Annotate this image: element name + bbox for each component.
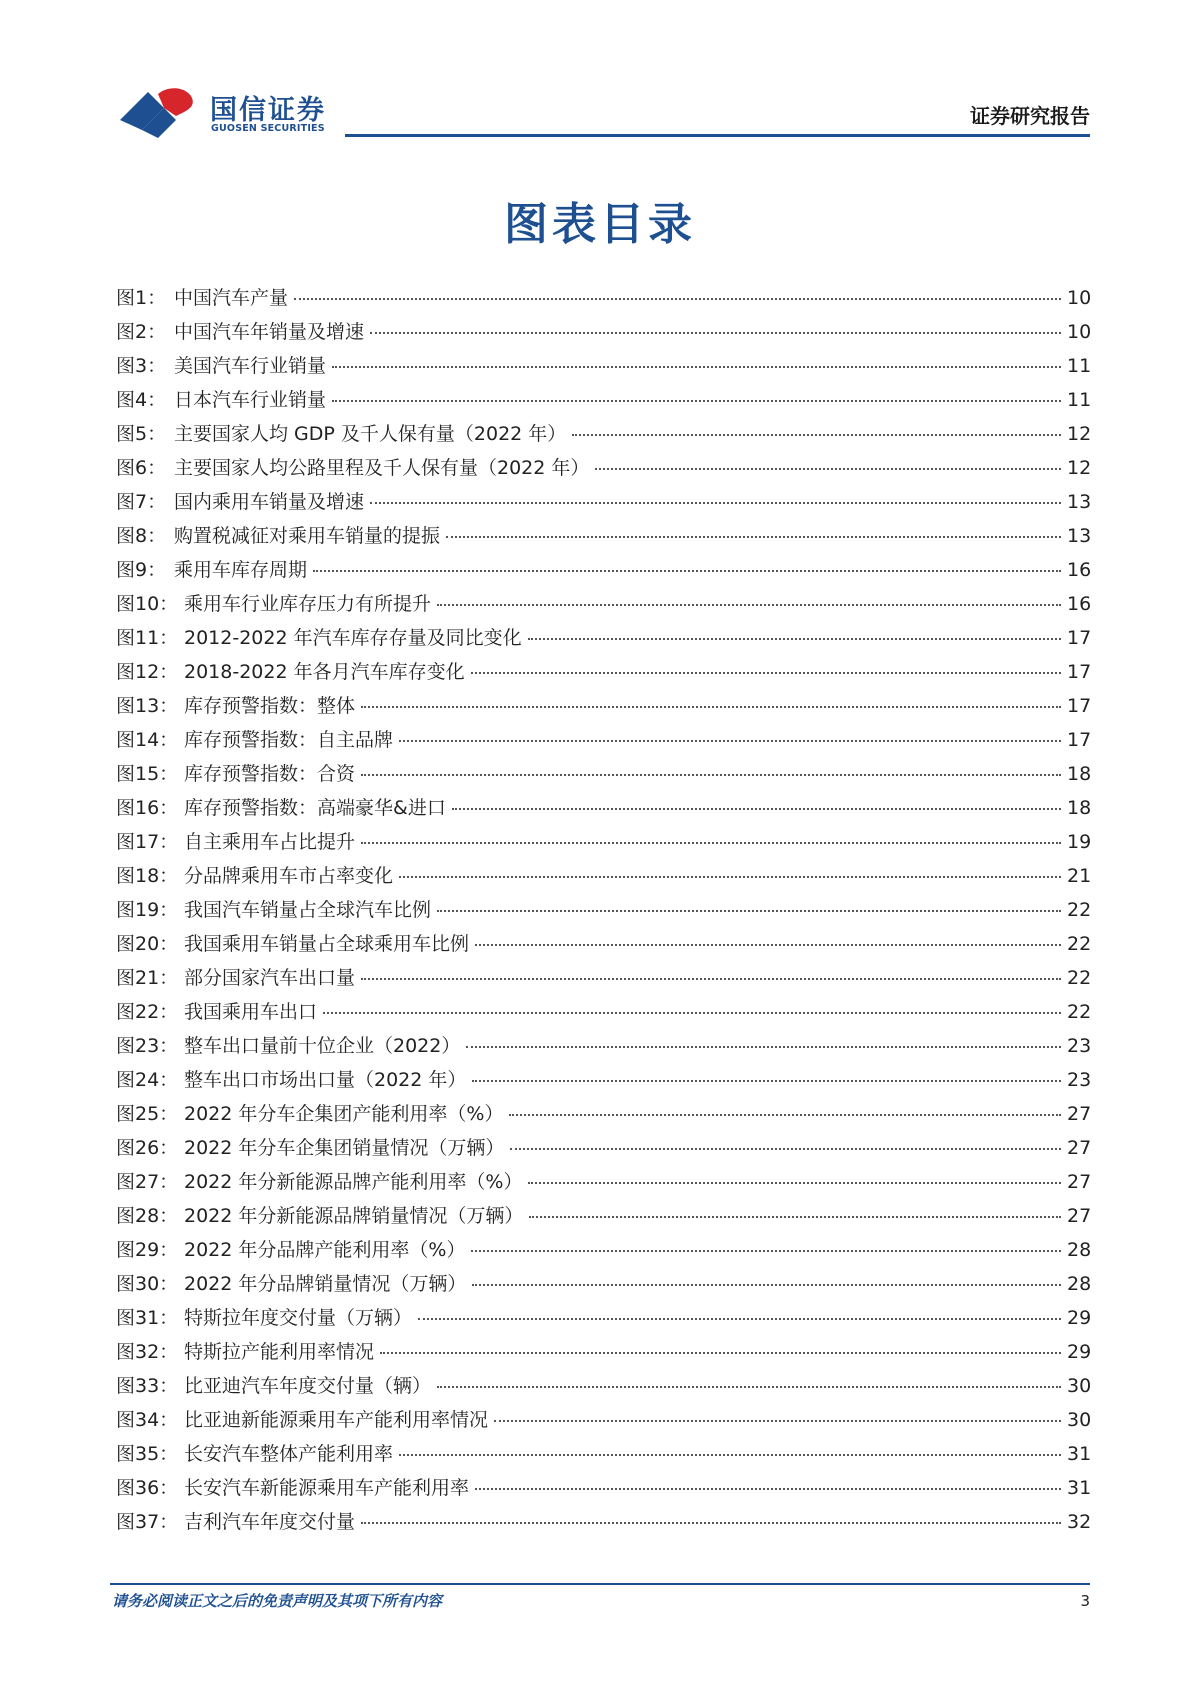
toc-dot-leader [452, 808, 1061, 810]
toc-figure-label: 图25： [116, 1103, 179, 1125]
guosen-logo [118, 86, 328, 142]
toc-dot-leader [446, 536, 1061, 538]
toc-entry[interactable] [116, 385, 1091, 419]
toc-dot-leader [361, 774, 1061, 776]
footer-divider [110, 1583, 1090, 1585]
toc-dot-leader [472, 1284, 1061, 1286]
toc-figure-label: 图6： [116, 457, 167, 479]
toc-dot-leader [471, 1250, 1061, 1252]
toc-dot-leader [437, 604, 1061, 606]
toc-dot-leader [509, 1114, 1061, 1116]
toc-dot-leader [529, 1216, 1061, 1218]
figure-table-of-contents [116, 283, 1091, 1541]
toc-figure-title: 分品牌乘用车市占率变化 [184, 865, 394, 887]
toc-page-number: 23 [1067, 1069, 1092, 1091]
toc-page-number: 11 [1067, 389, 1092, 411]
toc-entry[interactable] [116, 1167, 1091, 1201]
toc-page-number: 10 [1067, 321, 1092, 343]
toc-page-number: 22 [1067, 899, 1092, 921]
toc-figure-title: 特斯拉年度交付量（万辆） [184, 1307, 413, 1329]
toc-page-number: 27 [1067, 1103, 1092, 1125]
toc-figure-label: 图8： [116, 525, 167, 547]
toc-entry[interactable] [116, 1031, 1091, 1065]
toc-figure-label: 图3： [116, 355, 167, 377]
toc-entry[interactable] [116, 1065, 1091, 1099]
toc-figure-title: 吉利汽车年度交付量 [184, 1511, 356, 1533]
toc-figure-title: 美国汽车行业销量 [174, 355, 327, 377]
toc-dot-leader [510, 1148, 1061, 1150]
toc-entry[interactable] [116, 623, 1091, 657]
toc-dot-leader [572, 434, 1061, 436]
toc-dot-leader [332, 400, 1061, 402]
toc-dot-leader [437, 910, 1061, 912]
toc-page-number: 12 [1067, 423, 1092, 445]
toc-dot-leader [361, 842, 1061, 844]
toc-dot-leader [471, 672, 1061, 674]
toc-figure-title: 长安汽车整体产能利用率 [184, 1443, 394, 1465]
toc-figure-label: 图22： [116, 1001, 179, 1023]
toc-figure-label: 图32： [116, 1341, 179, 1363]
toc-page-number: 16 [1067, 559, 1092, 581]
toc-figure-label: 图18： [116, 865, 179, 887]
toc-page-number: 32 [1067, 1511, 1092, 1533]
toc-entry[interactable] [116, 1405, 1091, 1439]
toc-figure-label: 图21： [116, 967, 179, 989]
toc-figure-label: 图28： [116, 1205, 179, 1227]
toc-dot-leader [399, 1454, 1061, 1456]
toc-figure-label: 图14： [116, 729, 179, 751]
toc-page-number: 22 [1067, 933, 1092, 955]
toc-entry[interactable] [116, 759, 1091, 793]
toc-dot-leader [418, 1318, 1061, 1320]
toc-entry[interactable] [116, 1337, 1091, 1371]
toc-page-number: 27 [1067, 1137, 1092, 1159]
toc-dot-leader [437, 1386, 1061, 1388]
toc-figure-title: 国内乘用车销量及增速 [174, 491, 365, 513]
toc-figure-label: 图27： [116, 1171, 179, 1193]
header-divider [345, 134, 1090, 137]
toc-figure-title: 库存预警指数：自主品牌 [184, 729, 394, 751]
toc-figure-title: 2022 年分新能源品牌产能利用率（%） [184, 1171, 523, 1193]
toc-entry[interactable] [116, 997, 1091, 1031]
toc-page-number: 29 [1067, 1307, 1092, 1329]
toc-dot-leader [323, 1012, 1061, 1014]
toc-figure-title: 我国汽车销量占全球汽车比例 [184, 899, 432, 921]
toc-figure-label: 图37： [116, 1511, 179, 1533]
toc-dot-leader [494, 1420, 1061, 1422]
toc-entry[interactable] [116, 657, 1091, 691]
toc-entry[interactable] [116, 895, 1091, 929]
toc-figure-title: 部分国家汽车出口量 [184, 967, 356, 989]
toc-figure-label: 图4： [116, 389, 167, 411]
toc-figure-label: 图36： [116, 1477, 179, 1499]
toc-page-number: 17 [1067, 695, 1092, 717]
page-title: 图表目录 [504, 199, 696, 250]
toc-figure-label: 图17： [116, 831, 179, 853]
toc-dot-leader [475, 1488, 1061, 1490]
toc-figure-title: 比亚迪汽车年度交付量（辆） [184, 1375, 432, 1397]
toc-dot-leader [399, 876, 1061, 878]
toc-figure-title: 比亚迪新能源乘用车产能利用率情况 [184, 1409, 489, 1431]
toc-dot-leader [472, 1080, 1061, 1082]
toc-dot-leader [294, 298, 1061, 300]
toc-entry[interactable] [116, 555, 1091, 589]
toc-page-number: 17 [1067, 627, 1092, 649]
toc-figure-label: 图13： [116, 695, 179, 717]
toc-page-number: 10 [1067, 287, 1092, 309]
toc-page-number: 16 [1067, 593, 1092, 615]
toc-figure-label: 图26： [116, 1137, 179, 1159]
toc-entry[interactable] [116, 317, 1091, 351]
toc-figure-title: 库存预警指数：高端豪华&进口 [184, 797, 446, 819]
toc-page-number: 19 [1067, 831, 1092, 853]
toc-figure-title: 我国乘用车销量占全球乘用车比例 [184, 933, 470, 955]
toc-page-number: 22 [1067, 967, 1092, 989]
toc-figure-title: 日本汽车行业销量 [174, 389, 327, 411]
toc-entry[interactable] [116, 861, 1091, 895]
toc-page-number: 31 [1067, 1477, 1092, 1499]
toc-page-number: 27 [1067, 1205, 1092, 1227]
toc-figure-label: 图31： [116, 1307, 179, 1329]
toc-dot-leader [361, 978, 1061, 980]
toc-figure-label: 图9： [116, 559, 167, 581]
toc-figure-label: 图19： [116, 899, 179, 921]
toc-figure-title: 主要国家人均公路里程及千人保有量（2022 年） [174, 457, 590, 479]
toc-entry[interactable] [116, 1439, 1091, 1473]
toc-figure-label: 图11： [116, 627, 179, 649]
toc-figure-label: 图23： [116, 1035, 179, 1057]
toc-figure-title: 整车出口市场出口量（2022 年） [184, 1069, 467, 1091]
toc-figure-title: 主要国家人均 GDP 及千人保有量（2022 年） [174, 423, 567, 445]
toc-figure-title: 库存预警指数：合资 [184, 763, 356, 785]
toc-entry[interactable] [116, 1507, 1091, 1541]
toc-entry[interactable] [116, 1303, 1091, 1337]
toc-figure-label: 图7： [116, 491, 167, 513]
toc-figure-title: 乘用车库存周期 [174, 559, 308, 581]
toc-page-number: 31 [1067, 1443, 1092, 1465]
footer-disclaimer: 请务必阅读正文之后的免责声明及其项下所有内容 [112, 1592, 443, 1610]
toc-dot-leader [380, 1352, 1061, 1354]
toc-figure-label: 图1： [116, 287, 167, 309]
toc-page-number: 23 [1067, 1035, 1092, 1057]
page-number: 3 [1080, 1592, 1090, 1610]
toc-figure-title: 中国汽车产量 [174, 287, 289, 309]
page-header [0, 0, 1200, 140]
toc-figure-label: 图34： [116, 1409, 179, 1431]
toc-page-number: 22 [1067, 1001, 1092, 1023]
brand-name-cn: 国信证券 [210, 95, 326, 126]
toc-page-number: 18 [1067, 763, 1092, 785]
toc-figure-title: 2022 年分车企集团产能利用率（%） [184, 1103, 504, 1125]
toc-entry[interactable] [116, 1473, 1091, 1507]
toc-figure-title: 2022 年分品牌产能利用率（%） [184, 1239, 466, 1261]
toc-entry[interactable] [116, 929, 1091, 963]
toc-entry[interactable] [116, 963, 1091, 997]
toc-figure-title: 乘用车行业库存压力有所提升 [184, 593, 432, 615]
guosen-logo-icon [118, 86, 204, 142]
toc-entry[interactable] [116, 1371, 1091, 1405]
toc-figure-title: 库存预警指数：整体 [184, 695, 356, 717]
toc-figure-label: 图29： [116, 1239, 179, 1261]
toc-entry[interactable] [116, 283, 1091, 317]
toc-figure-label: 图35： [116, 1443, 179, 1465]
toc-figure-label: 图10： [116, 593, 179, 615]
toc-figure-label: 图30： [116, 1273, 179, 1295]
toc-entry[interactable] [116, 419, 1091, 453]
toc-dot-leader [399, 740, 1061, 742]
toc-page-number: 11 [1067, 355, 1092, 377]
toc-entry[interactable] [116, 1099, 1091, 1133]
toc-entry[interactable] [116, 793, 1091, 827]
toc-figure-title: 整车出口量前十位企业（2022） [184, 1035, 461, 1057]
toc-dot-leader [528, 638, 1061, 640]
toc-page-number: 28 [1067, 1239, 1092, 1261]
toc-page-number: 17 [1067, 729, 1092, 751]
toc-dot-leader [475, 944, 1061, 946]
toc-figure-label: 图12： [116, 661, 179, 683]
toc-page-number: 30 [1067, 1375, 1092, 1397]
toc-dot-leader [361, 1522, 1061, 1524]
toc-entry[interactable] [116, 725, 1091, 759]
toc-page-number: 13 [1067, 491, 1092, 513]
toc-figure-title: 2018-2022 年各月汽车库存变化 [184, 661, 465, 683]
toc-entry[interactable] [116, 351, 1091, 385]
report-type: 证券研究报告 [970, 104, 1090, 128]
toc-page-number: 30 [1067, 1409, 1092, 1431]
toc-figure-label: 图24： [116, 1069, 179, 1091]
toc-figure-label: 图5： [116, 423, 167, 445]
toc-entry[interactable] [116, 589, 1091, 623]
toc-figure-title: 购置税减征对乘用车销量的提振 [174, 525, 441, 547]
toc-entry[interactable] [116, 1201, 1091, 1235]
toc-entry[interactable] [116, 521, 1091, 555]
toc-page-number: 12 [1067, 457, 1092, 479]
toc-entry[interactable] [116, 1133, 1091, 1167]
toc-page-number: 28 [1067, 1273, 1092, 1295]
toc-page-number: 17 [1067, 661, 1092, 683]
toc-figure-title: 2022 年分车企集团销量情况（万辆） [184, 1137, 505, 1159]
toc-dot-leader [528, 1182, 1061, 1184]
toc-page-number: 27 [1067, 1171, 1092, 1193]
toc-dot-leader [370, 332, 1061, 334]
toc-figure-label: 图15： [116, 763, 179, 785]
toc-figure-title: 2022 年分品牌销量情况（万辆） [184, 1273, 467, 1295]
toc-figure-label: 图20： [116, 933, 179, 955]
toc-figure-label: 图16： [116, 797, 179, 819]
toc-dot-leader [466, 1046, 1061, 1048]
toc-dot-leader [595, 468, 1061, 470]
toc-figure-title: 2022 年分新能源品牌销量情况（万辆） [184, 1205, 524, 1227]
toc-figure-title: 特斯拉产能利用率情况 [184, 1341, 375, 1363]
toc-page-number: 18 [1067, 797, 1092, 819]
toc-figure-title: 2012-2022 年汽车库存存量及同比变化 [184, 627, 522, 649]
toc-entry[interactable] [116, 827, 1091, 861]
toc-entry[interactable] [116, 453, 1091, 487]
toc-entry[interactable] [116, 487, 1091, 521]
toc-entry[interactable] [116, 1235, 1091, 1269]
toc-page-number: 29 [1067, 1341, 1092, 1363]
toc-entry[interactable] [116, 1269, 1091, 1303]
toc-dot-leader [361, 706, 1061, 708]
toc-page-number: 21 [1067, 865, 1092, 887]
brand-name-en: GUOSEN SECURITIES [211, 123, 325, 134]
toc-dot-leader [313, 570, 1061, 572]
toc-figure-label: 图33： [116, 1375, 179, 1397]
toc-figure-title: 长安汽车新能源乘用车产能利用率 [184, 1477, 470, 1499]
toc-figure-title: 自主乘用车占比提升 [184, 831, 356, 853]
toc-page-number: 13 [1067, 525, 1092, 547]
toc-figure-title: 中国汽车年销量及增速 [174, 321, 365, 343]
toc-entry[interactable] [116, 691, 1091, 725]
toc-figure-label: 图2： [116, 321, 167, 343]
toc-dot-leader [370, 502, 1061, 504]
toc-dot-leader [332, 366, 1061, 368]
toc-figure-title: 我国乘用车出口 [184, 1001, 318, 1023]
